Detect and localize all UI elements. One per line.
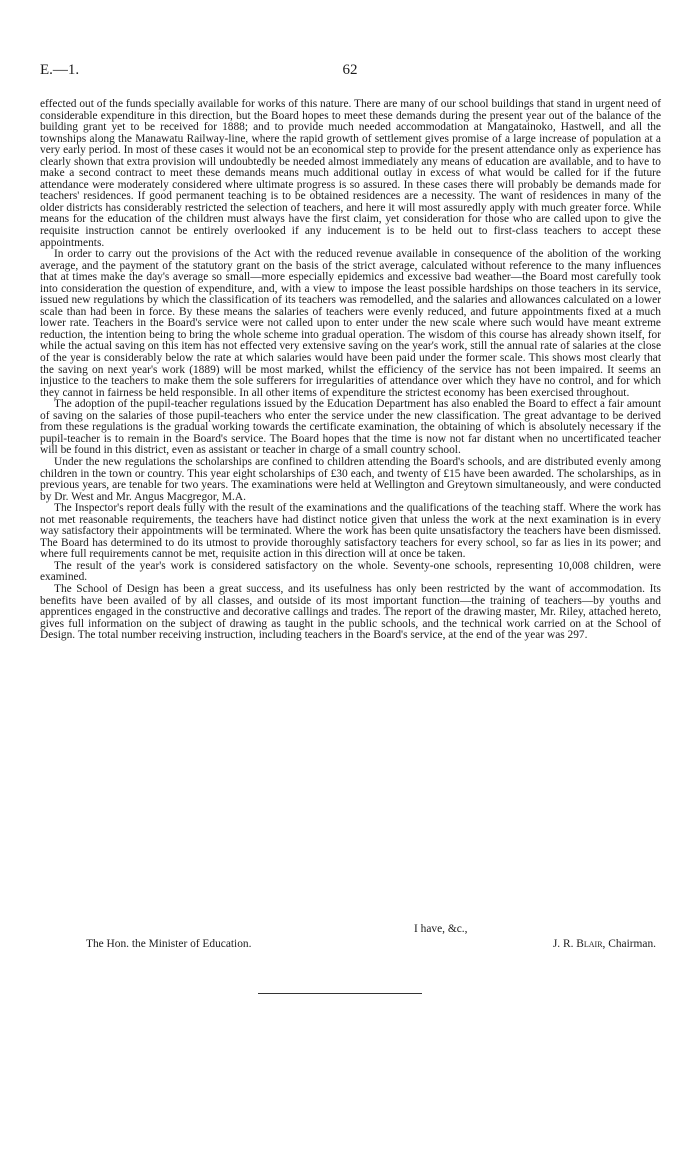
closing-rule (258, 993, 422, 994)
page-number: 62 (342, 62, 358, 78)
paragraph-inspector-report: The Inspector's report deals fully with the result of the examinations and the qualifications of the teaching staff. Where the work has not met reasonable requirements, the teachers have had distinct notice given that unless the work at the next examination is in every way satisfactory their appointments will be terminated. Where the work has been quite unsatisfactory the teachers have been dismissed. The Board has determined to do its utmost to provide thoroughly satisfactory teachers for every school, so far as lies in its power; and where full requirements cannot be met, requisite action in this direction will at once be taken. (40, 502, 661, 561)
paragraph-salaries: In order to carry out the provisions of the Act with the reduced revenue available in consequence of the abolition of the working average, and the payment of the statutory grant on the basis of the strict average, calculated without reference to the many influences that at times make the day's average so small—more especially epidemics and excessive bad weather—the Board most carefully took into consideration the question of expenditure, and, with a view to impose the least possible hardships on those teachers in its service, issued new regulations by which the classification of its teachers was remodelled, and the salaries and allowances calculated on a lower scale than had been in force. By these means the salaries of teachers were evenly reduced, and future appointments fixed at a much lower rate. Teachers in the Board's service were not called upon to enter under the new scale where such would have meant extreme reduction, the intention being to bring the whole scheme into gradual operation. The wisdom of this course has already shown itself, for while the actual saving on this item has not effected very extensive saving on the year's work, still the annual rate of salaries at the close of the year is considerably below the rate at which salaries would have been paid under the former scale. This shows most clearly that the saving on next year's work (1889) will be most marked, whilst the efficiency of the service has not been impaired. It seems an injustice to the teachers to make them the sole sufferers for irregularities of attendance over which they have no control, and for which they cannot in fairness be held responsible. In all other items of expenditure the strictest economy has been exercised throughout. (40, 248, 661, 399)
signatory (553, 937, 656, 952)
paragraph-results: The result of the year's work is considered satisfactory on the whole. Seventy-one schools, representing 10,008 children, were examined. (40, 559, 661, 584)
signatory-title: , Chairman. (602, 938, 656, 950)
page-header (40, 62, 660, 82)
signatory-surname: Blair (576, 938, 603, 950)
letter-signoff (40, 922, 661, 952)
addressee: The Hon. the Minister of Education. (86, 938, 252, 950)
paragraph-pupil-teachers: The adoption of the pupil-teacher regulations issued by the Education Department has also enabled the Board to effect a fair amount of saving on the salaries of those pupil-teachers who enter the service under the new classification. The great advantage to be derived from these regulations is the gradual working towards the certificate examination, the obtaining of which is absolutely necessary if the pupil-teacher is to remain in the Board's service. The Board hopes that the time is now not far distant when no uncertificated teacher will be found in this district, even as assistant or teacher in charge of a small country school. (40, 398, 661, 457)
section-reference: E.—1. (40, 62, 80, 78)
report-body (40, 99, 661, 642)
paragraph-school-of-design: The School of Design has been a great success, and its usefulness has only been restricted by the want of accommodation. Its benefits have been availed of by all classes, and outside of its most important function—the training of teachers—by youths and apprentices engaged in the constructive and decorative callings and trades. The report of the drawing master, Mr. Riley, attached hereto, gives full information on the subject of drawing as taught in the public schools, and the technical work carried on at the School of Design. The total number receiving instruction, including teachers in the Board's service, at the end of the year was 297. (40, 582, 661, 642)
paragraph-scholarships: Under the new regulations the scholarships are confined to children attending the Board's schools, and are distributed evenly among children in the town or country. This year eight scholarships of £30 each, and twenty of £15 have been awarded. The scholarships, as in previous years, are tenable for two years. The examinations were held at Wellington and Greytown simultaneously, and were conducted by Dr. West and Mr. Angus Macgregor, M.A. (40, 455, 661, 503)
signatory-initials: J. R. (552, 938, 577, 950)
paragraph-buildings: effected out of the funds specially available for works of this nature. There are many of our school buildings that stand in urgent need of considerable expenditure in this direction, but the Board hopes to meet these demands during the present year out of the balance of the building grant yet to be received for 1888; and to provide much needed accommodation at Mangatainoko, Hastwell, and all the townships along the Manawatu Railway-line, where the rapid growth of settlement gives promise of a large increase of population at a very early period. In most of these cases it would not be an economical step to provide for the present attendance only as experience has clearly shown that extra provision will undoubtedly be needed almost immediately any means of education are available, and to have to make a second contract to meet these demands means much additional outlay in excess of what would be called for if the future attendance were moderately considered where ultimate progress is so assured. In these cases there will probably be demands made for teachers' residences. If good permanent teaching is to be obtained residences are a necessity. The want of residences in many of the older districts has considerably restricted the selection of teachers, and here it will most assuredly apply with much greater force. While means for the education of the children must always have the first claim, yet consideration for those who are called upon to give the requisite instruction cannot be entirely overlooked if any inducement is to be held out to first-class teachers to accept these appointments. (40, 98, 661, 249)
closing-regards: I have, &c., (414, 923, 468, 935)
